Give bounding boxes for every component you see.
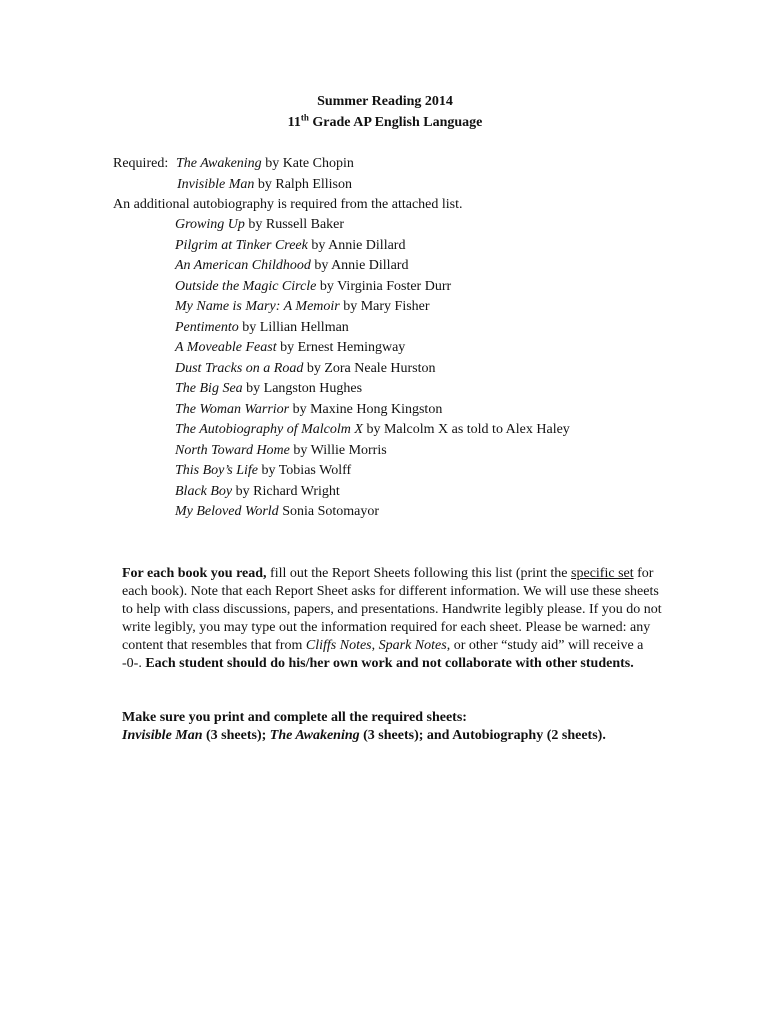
book-title: The Awakening — [269, 728, 360, 743]
book-author: by Annie Dillard — [310, 258, 409, 273]
required-sheets-note — [122, 709, 662, 745]
book-author: by Maxine Hong Kingston — [289, 401, 443, 417]
book-title: My Name is Mary: A Memoir — [175, 299, 340, 314]
book-author: by Virginia Foster Durr — [316, 278, 452, 294]
book-author: by Ralph Ellison — [254, 177, 352, 192]
grade-suffix: th — [300, 112, 309, 123]
list-item — [175, 215, 570, 236]
book-title: The Big Sea — [175, 381, 243, 396]
book-title: This Boy’s Life — [175, 463, 258, 478]
book-author: Sonia Sotomayor — [278, 504, 380, 519]
instructions-text: , — [371, 638, 379, 653]
book-title: Invisible Man — [177, 177, 255, 192]
list-item — [175, 359, 570, 380]
list-item — [175, 236, 570, 257]
book-title: A Moveable Feast — [175, 340, 277, 355]
autobiography-list — [175, 215, 570, 523]
list-item — [175, 400, 570, 421]
list-item — [175, 256, 570, 277]
collaboration-warning: Each student should do his/her own work and not collaborate with other students. — [145, 656, 634, 671]
book-title: Pentimento — [175, 319, 239, 335]
book-title: Outside the Magic Circle — [175, 278, 317, 294]
book-title: The Awakening — [176, 156, 262, 171]
book-author: by Ernest Hemingway — [276, 340, 406, 355]
instructions-text: for each book). Note that each Report Sheet asks for different information. We will use these sheets to help with class discussions, papers, and presentations. Handwrite legibly please. If you do not write legibly, you may type out the information required for each sheet. Please be warned: any content that resembles that from — [122, 566, 662, 653]
book-author: by Russell Baker — [244, 217, 345, 232]
list-item — [175, 318, 570, 339]
list-item — [175, 502, 570, 523]
list-item — [175, 297, 570, 318]
book-author: by Lillian Hellman — [238, 319, 349, 335]
list-item — [175, 482, 570, 503]
instructions-text: , or other “study aid” will receive a -0-. — [122, 638, 644, 671]
book-author: by Tobias Wolff — [257, 463, 352, 478]
book-author: by Malcolm X as told to Alex Haley — [362, 422, 570, 437]
required-book — [177, 175, 352, 196]
book-author: by Annie Dillard — [307, 237, 406, 253]
book-title: The Woman Warrior — [175, 401, 290, 417]
instructions-text: fill out the Report Sheets following this list (print the — [266, 566, 572, 581]
required-label: Required: — [113, 156, 169, 171]
book-title: Invisible Man — [122, 728, 203, 743]
book-title: Growing Up — [175, 217, 245, 232]
sheet-count: (3 sheets); and Autobiography (2 sheets). — [359, 728, 606, 743]
book-author: by Zora Neale Hurston — [303, 360, 436, 376]
book-title: The Autobiography of Malcolm X — [175, 422, 363, 437]
list-item — [175, 338, 570, 359]
book-title: An American Childhood — [175, 258, 311, 273]
additional-autobiography-note: An additional autobiography is required from the attached list. — [113, 197, 463, 212]
sheet-count: (3 sheets); — [202, 728, 270, 743]
book-title: North Toward Home — [175, 442, 290, 458]
specific-set-emphasis: specific set — [571, 566, 634, 581]
book-title: Dust Tracks on a Road — [175, 360, 304, 376]
report-sheet-instructions — [122, 565, 662, 673]
book-title: Black Boy — [175, 483, 233, 499]
instructions-lead: For each book you read, — [122, 566, 267, 581]
list-item — [175, 461, 570, 482]
course-subtitle — [0, 113, 770, 134]
required-sheets-heading: Make sure you print and complete all the required sheets: — [122, 710, 467, 725]
document-title: Summer Reading 2014 — [317, 94, 453, 109]
list-item — [175, 420, 570, 441]
book-title: Pilgrim at Tinker Creek — [175, 237, 308, 253]
spark-notes-title: Spark Notes — [378, 638, 447, 653]
list-item — [175, 441, 570, 462]
book-author: by Mary Fisher — [339, 299, 430, 314]
cliffs-notes-title: Cliffs Notes — [305, 638, 372, 653]
book-author: by Willie Morris — [289, 442, 387, 458]
book-author: by Kate Chopin — [261, 156, 354, 171]
list-item — [175, 379, 570, 400]
book-title: My Beloved World — [175, 504, 279, 519]
required-book — [176, 154, 354, 175]
list-item — [175, 277, 570, 298]
book-author: by Richard Wright — [232, 483, 340, 499]
grade-number: 11 — [287, 115, 301, 130]
course-name: Grade AP English Language — [308, 115, 483, 130]
book-author: by Langston Hughes — [242, 381, 363, 396]
